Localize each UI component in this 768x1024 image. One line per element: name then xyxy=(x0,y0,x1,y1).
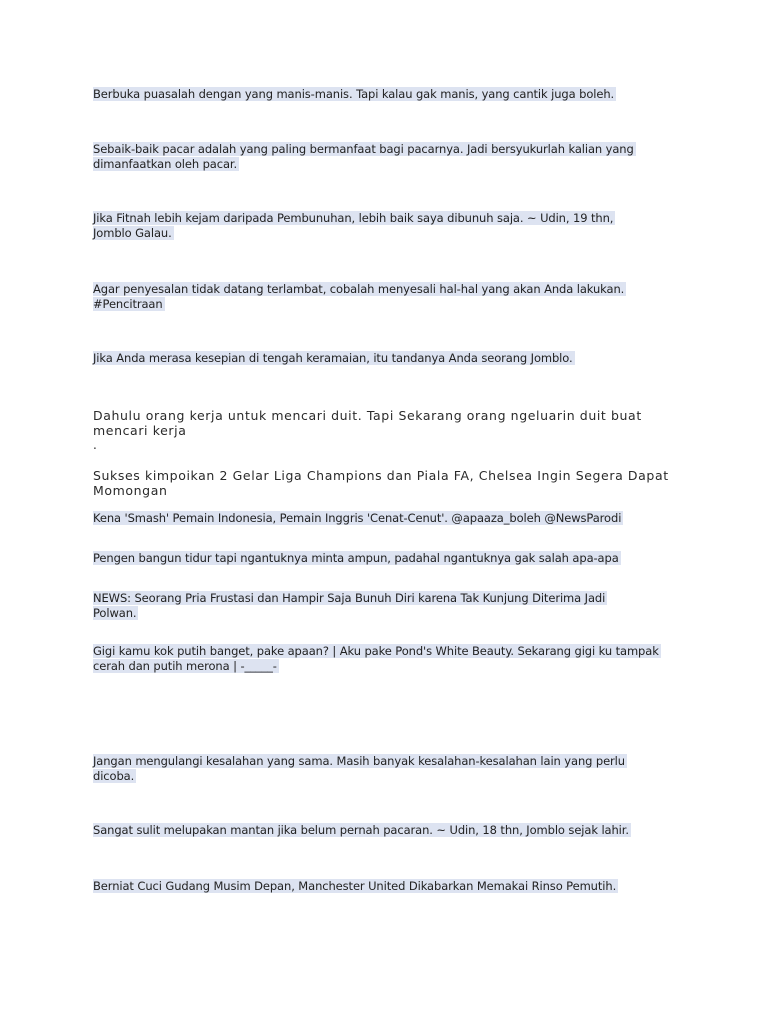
paragraph xyxy=(93,468,673,498)
paragraph-text: Berniat Cuci Gudang Musim Depan, Manchester United Dikabarkan Memakai Rinso Pemutih. xyxy=(93,879,617,893)
paragraph xyxy=(93,551,685,566)
paragraph xyxy=(93,87,685,102)
paragraph xyxy=(93,879,685,894)
paragraph-text: Jika Anda merasa kesepian di tengah keramaian, itu tandanya Anda seorang Jomblo. xyxy=(93,351,573,365)
paragraph xyxy=(93,644,663,674)
paragraph-text: Berbuka puasalah dengan yang manis-manis. Tapi kalau gak manis, yang cantik juga boleh. xyxy=(93,87,615,101)
paragraph xyxy=(93,282,663,312)
paragraph-text: Kena 'Smash' Pemain Indonesia, Pemain Inggris 'Cenat-Cenut'. @apaaza_boleh @NewsParodi xyxy=(93,511,622,525)
paragraph xyxy=(93,511,685,526)
paragraph xyxy=(93,754,653,784)
paragraph-text: Gigi kamu kok putih banget, pake apaan? | Aku pake Pond's White Beauty. Sekarang gigi ku tampak cerah dan putih merona | -_____- xyxy=(93,644,659,673)
paragraph xyxy=(93,591,653,621)
paragraph-text: Agar penyesalan tidak datang terlambat, cobalah menyesali hal-hal yang akan Anda lakukan. #Pencitraan xyxy=(93,282,625,311)
paragraph xyxy=(93,211,653,241)
paragraph-text: Pengen bangun tidur tapi ngantuknya minta ampun, padahal ngantuknya gak salah apa-apa xyxy=(93,551,619,565)
paragraph-text: Dahulu orang kerja untuk mencari duit. Tapi Sekarang orang ngeluarin duit buat mencari kerja xyxy=(93,408,642,438)
paragraph xyxy=(93,351,685,366)
paragraph-text: Jika Fitnah lebih kejam daripada Pembunuhan, lebih baik saya dibunuh saja. ~ Udin, 19 thn, Jomblo Galau. xyxy=(93,211,614,240)
paragraph-text: Jangan mengulangi kesalahan yang sama. Masih banyak kesalahan-kesalahan lain yang perlu dicoba. xyxy=(93,754,625,783)
paragraph xyxy=(93,408,693,452)
paragraph-text: Sukses kimpoikan 2 Gelar Liga Champions dan Piala FA, Chelsea Ingin Segera Dapat Momongan xyxy=(93,468,669,498)
dot-line: . xyxy=(93,438,98,452)
paragraph-text: NEWS: Seorang Pria Frustasi dan Hampir Saja Bunuh Diri karena Tak Kunjung Diterima Jadi Polwan. xyxy=(93,591,606,620)
paragraph-text: Sebaik-baik pacar adalah yang paling bermanfaat bagi pacarnya. Jadi bersyukurlah kalian yang dimanfaatkan oleh pacar. xyxy=(93,142,634,171)
paragraph xyxy=(93,823,685,838)
paragraph xyxy=(93,142,663,172)
paragraph-text: Sangat sulit melupakan mantan jika belum pernah pacaran. ~ Udin, 18 thn, Jomblo sejak lahir. xyxy=(93,823,629,837)
